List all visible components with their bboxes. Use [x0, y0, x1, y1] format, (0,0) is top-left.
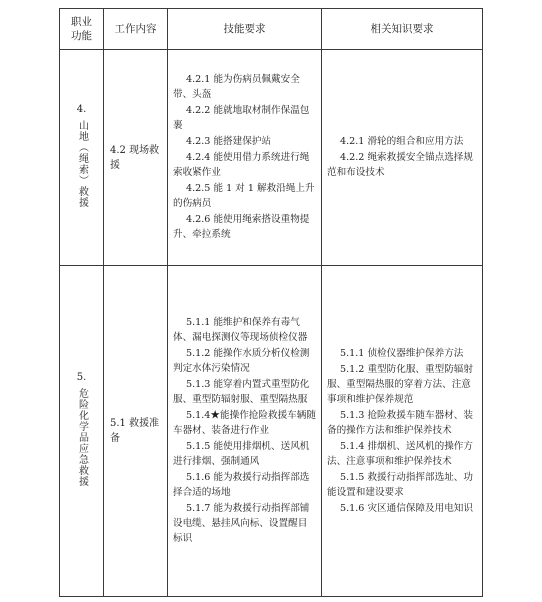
header-function: 职业功能 — [60, 9, 104, 50]
header-skill: 技能要求 — [168, 9, 322, 50]
table-header-row — [60, 9, 483, 50]
function-number: 5. — [76, 372, 87, 383]
skill-item: 5.1.6 能为救援行动指挥部选择合适的场地 — [173, 472, 310, 498]
table-row — [60, 266, 483, 597]
knowledge-item: 5.1.6 灾区通信保障及用电知识 — [340, 502, 473, 514]
skill-item: 4.2.3 能搭建保护站 — [186, 136, 272, 147]
skill-item: 4.2.5 能 1 对 1 解救沿绳上升的伤病员 — [173, 183, 315, 209]
skill-item: 4.2.1 能为伤病员佩戴安全带、头盔 — [173, 74, 300, 100]
header-knowledge: 相关知识要求 — [322, 9, 483, 50]
knowledge-cell — [322, 266, 483, 597]
skill-item: 5.1.7 能为救援行动指挥部铺设电缆、悬挂风向标、设置醒目标识 — [173, 503, 310, 544]
skill-cell — [168, 266, 322, 597]
knowledge-item: 5.1.4 排烟机、送风机的操作方法、注意事项和维护保养技术 — [327, 440, 473, 467]
skill-item: 5.1.5 能使用排烟机、送风机进行排烟、强制通风 — [173, 441, 310, 467]
qualification-table — [59, 8, 483, 597]
skill-item: 4.2.2 能就地取材制作保温包裹 — [173, 105, 310, 131]
skill-item: 4.2.4 能使用借力系统进行绳索收紧作业 — [173, 152, 310, 178]
knowledge-item: 5.1.3 抢险救援车随车器材、装备的操作方法和维护保养技术 — [327, 409, 473, 436]
skill-item: 5.1.4★能操作抢险救援车辆随车器材、装备进行作业 — [173, 410, 316, 436]
work-content: 5.1 救援准备 — [110, 418, 160, 444]
knowledge-item: 4.2.1 滑轮的组合和应用方法 — [340, 136, 464, 147]
knowledge-cell — [322, 50, 483, 266]
work-content-cell — [104, 50, 168, 266]
table-row — [60, 50, 483, 266]
knowledge-item: 4.2.2 绳索救援安全锚点选择规范和布设技术 — [327, 152, 473, 178]
skill-cell — [168, 50, 322, 266]
knowledge-item: 5.1.1 侦检仪器维护保养方法 — [340, 347, 464, 359]
knowledge-item: 5.1.2 重型防化服、重型防辐射服、重型隔热服的穿着方法、注意事项和维护保养规范 — [327, 363, 473, 405]
skill-item: 5.1.3 能穿着内置式重型防化服、重型防辐射服、重型隔热服 — [173, 379, 310, 405]
work-content: 4.2 现场救援 — [110, 144, 160, 171]
work-content-cell — [104, 266, 168, 597]
function-cell — [60, 266, 104, 597]
function-cell — [60, 50, 104, 266]
knowledge-item: 5.1.5 救援行动指挥部选址、功能设置和建设要求 — [327, 471, 473, 498]
function-name: 危险化学品应急救援 — [76, 388, 88, 487]
function-name: 山地（绳索）救援 — [76, 120, 88, 208]
skill-item: 5.1.2 能操作水质分析仪检测判定水体污染情况 — [173, 348, 310, 374]
header-work: 工作内容 — [104, 9, 168, 50]
function-number: 4. — [76, 104, 87, 115]
skill-item: 4.2.6 能使用绳索搭设重物提升、牵拉系统 — [173, 214, 310, 240]
skill-item: 5.1.1 能维护和保养有毒气体、漏电探测仪等现场侦检仪器 — [173, 317, 308, 343]
